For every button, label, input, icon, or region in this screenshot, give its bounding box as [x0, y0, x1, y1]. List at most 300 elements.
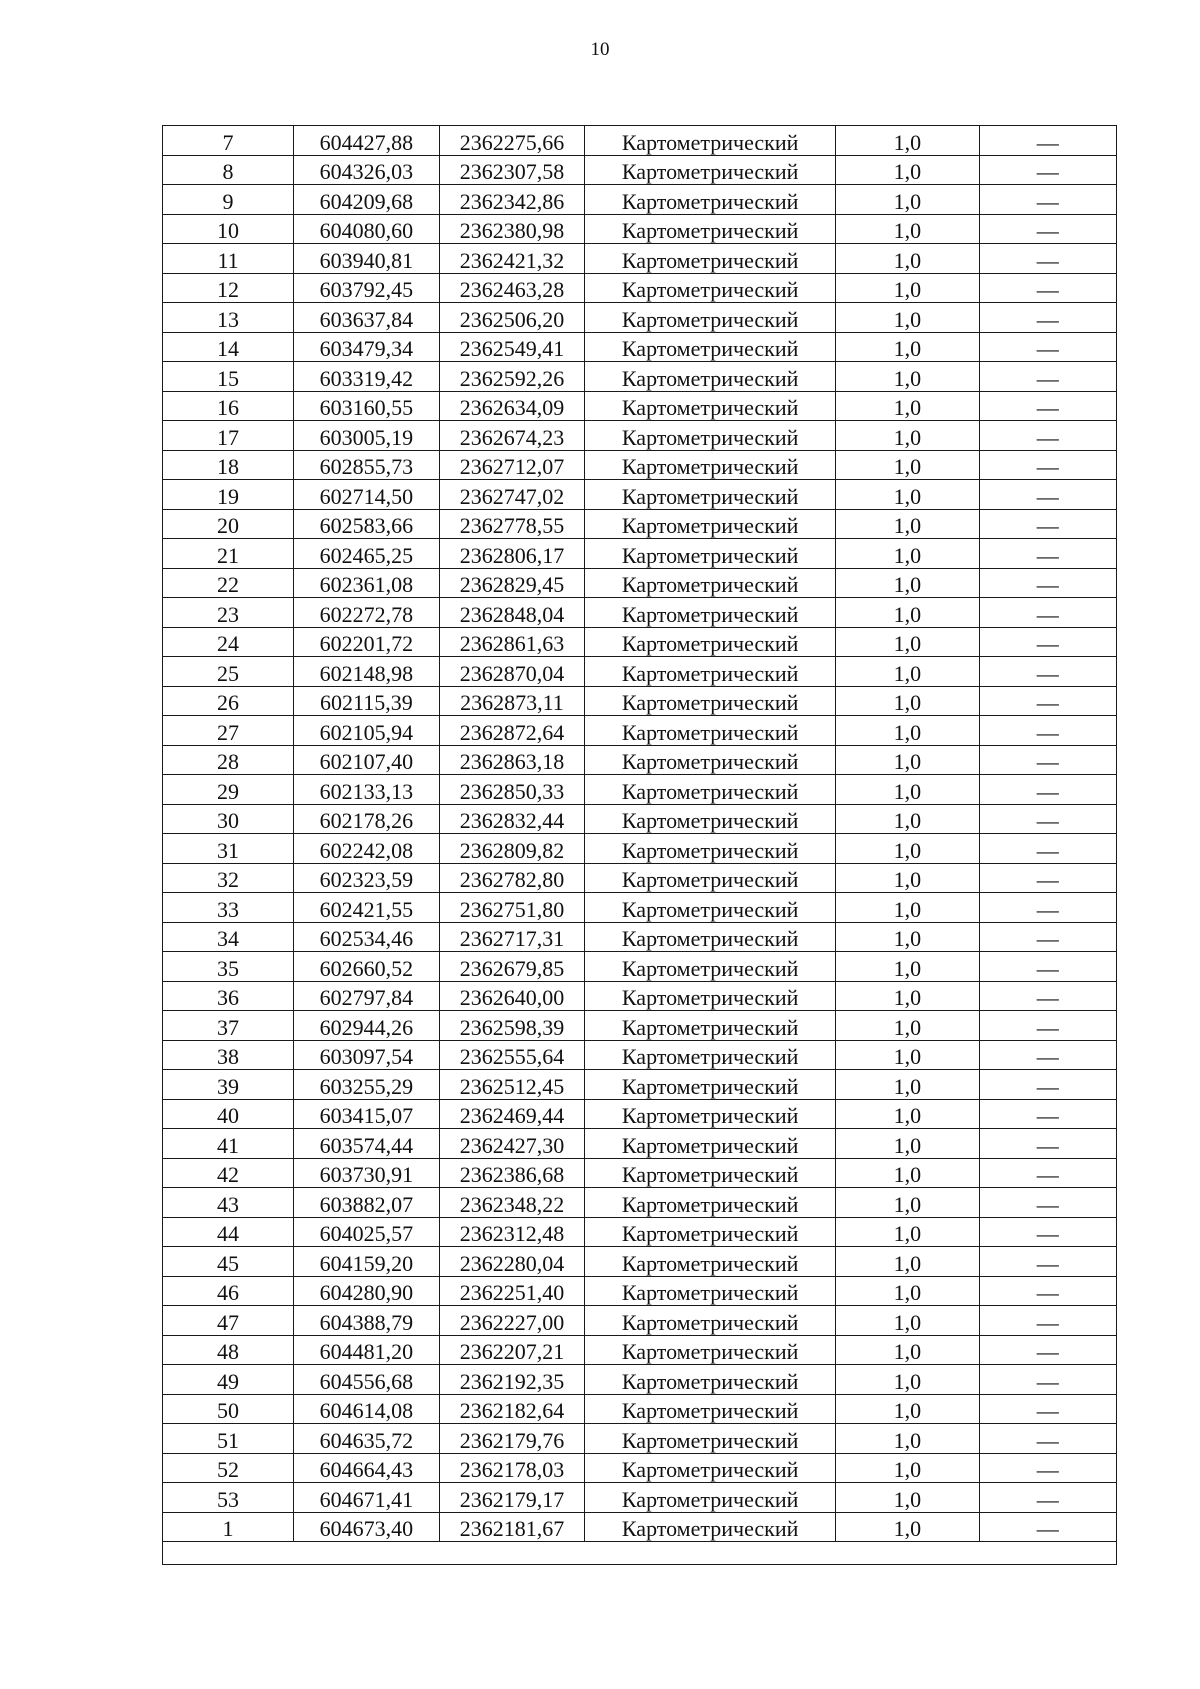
method-cell: Картометрический: [585, 450, 836, 480]
accuracy-cell: 1,0: [836, 804, 980, 834]
note-cell: —: [979, 863, 1116, 893]
method-cell: Картометрический: [585, 804, 836, 834]
point-number-cell: 46: [163, 1276, 294, 1306]
table-row: [163, 155, 1117, 185]
y-coordinate-cell: 2362181,67: [439, 1512, 585, 1542]
y-coordinate-cell: 2362549,41: [439, 332, 585, 362]
method-cell: Картометрический: [585, 686, 836, 716]
table-row: [163, 126, 1117, 156]
point-number-cell: 47: [163, 1306, 294, 1336]
table-row: [163, 480, 1117, 510]
method-cell: Картометрический: [585, 332, 836, 362]
note-cell: —: [979, 1040, 1116, 1070]
point-number-cell: 30: [163, 804, 294, 834]
table-row: [163, 539, 1117, 569]
y-coordinate-cell: 2362861,63: [439, 627, 585, 657]
point-number-cell: 42: [163, 1158, 294, 1188]
note-cell: —: [979, 1483, 1116, 1513]
method-cell: Картометрический: [585, 1512, 836, 1542]
x-coordinate-cell: 603319,42: [294, 362, 440, 392]
y-coordinate-cell: 2362207,21: [439, 1335, 585, 1365]
table-row: [163, 863, 1117, 893]
y-coordinate-cell: 2362592,26: [439, 362, 585, 392]
table-row: [163, 1011, 1117, 1041]
point-number-cell: 43: [163, 1188, 294, 1218]
y-coordinate-cell: 2362674,23: [439, 421, 585, 451]
accuracy-cell: 1,0: [836, 716, 980, 746]
method-cell: Картометрический: [585, 214, 836, 244]
y-coordinate-cell: 2362280,04: [439, 1247, 585, 1277]
x-coordinate-cell: 604556,68: [294, 1365, 440, 1395]
x-coordinate-cell: 602105,94: [294, 716, 440, 746]
y-coordinate-cell: 2362227,00: [439, 1306, 585, 1336]
x-coordinate-cell: 604025,57: [294, 1217, 440, 1247]
table-row: [163, 1099, 1117, 1129]
method-cell: Картометрический: [585, 155, 836, 185]
y-coordinate-cell: 2362747,02: [439, 480, 585, 510]
x-coordinate-cell: 602242,08: [294, 834, 440, 864]
x-coordinate-cell: 602323,59: [294, 863, 440, 893]
y-coordinate-cell: 2362555,64: [439, 1040, 585, 1070]
accuracy-cell: 1,0: [836, 362, 980, 392]
point-number-cell: 34: [163, 922, 294, 952]
x-coordinate-cell: 603415,07: [294, 1099, 440, 1129]
method-cell: Картометрический: [585, 362, 836, 392]
method-cell: Картометрический: [585, 273, 836, 303]
y-coordinate-cell: 2362634,09: [439, 391, 585, 421]
table-row: [163, 1158, 1117, 1188]
accuracy-cell: 1,0: [836, 185, 980, 215]
point-number-cell: 48: [163, 1335, 294, 1365]
point-number-cell: 45: [163, 1247, 294, 1277]
method-cell: Картометрический: [585, 657, 836, 687]
point-number-cell: 11: [163, 244, 294, 274]
point-number-cell: 28: [163, 745, 294, 775]
accuracy-cell: 1,0: [836, 509, 980, 539]
point-number-cell: 31: [163, 834, 294, 864]
y-coordinate-cell: 2362251,40: [439, 1276, 585, 1306]
method-cell: Картометрический: [585, 1453, 836, 1483]
accuracy-cell: 1,0: [836, 893, 980, 923]
note-cell: —: [979, 450, 1116, 480]
accuracy-cell: 1,0: [836, 1483, 980, 1513]
table-row: [163, 1070, 1117, 1100]
table-row: [163, 421, 1117, 451]
table-row: [163, 332, 1117, 362]
y-coordinate-cell: 2362863,18: [439, 745, 585, 775]
y-coordinate-cell: 2362848,04: [439, 598, 585, 628]
point-number-cell: 40: [163, 1099, 294, 1129]
table-row: [163, 362, 1117, 392]
y-coordinate-cell: 2362598,39: [439, 1011, 585, 1041]
method-cell: Картометрический: [585, 126, 836, 156]
y-coordinate-cell: 2362512,45: [439, 1070, 585, 1100]
x-coordinate-cell: 602855,73: [294, 450, 440, 480]
x-coordinate-cell: 602421,55: [294, 893, 440, 923]
point-number-cell: 35: [163, 952, 294, 982]
y-coordinate-cell: 2362427,30: [439, 1129, 585, 1159]
method-cell: Картометрический: [585, 1099, 836, 1129]
accuracy-cell: 1,0: [836, 1365, 980, 1395]
point-number-cell: 7: [163, 126, 294, 156]
accuracy-cell: 1,0: [836, 1453, 980, 1483]
x-coordinate-cell: 603160,55: [294, 391, 440, 421]
table-row: [163, 627, 1117, 657]
accuracy-cell: 1,0: [836, 834, 980, 864]
y-coordinate-cell: 2362348,22: [439, 1188, 585, 1218]
accuracy-cell: 1,0: [836, 244, 980, 274]
x-coordinate-cell: 603097,54: [294, 1040, 440, 1070]
note-cell: —: [979, 775, 1116, 805]
accuracy-cell: 1,0: [836, 214, 980, 244]
point-number-cell: 16: [163, 391, 294, 421]
y-coordinate-cell: 2362386,68: [439, 1158, 585, 1188]
accuracy-cell: 1,0: [836, 1306, 980, 1336]
point-number-cell: 38: [163, 1040, 294, 1070]
x-coordinate-cell: 603792,45: [294, 273, 440, 303]
y-coordinate-cell: 2362712,07: [439, 450, 585, 480]
note-cell: —: [979, 391, 1116, 421]
note-cell: —: [979, 1365, 1116, 1395]
method-cell: Картометрический: [585, 834, 836, 864]
table-row: [163, 1453, 1117, 1483]
point-number-cell: 1: [163, 1512, 294, 1542]
method-cell: Картометрический: [585, 627, 836, 657]
accuracy-cell: 1,0: [836, 1217, 980, 1247]
x-coordinate-cell: 602201,72: [294, 627, 440, 657]
accuracy-cell: 1,0: [836, 1247, 980, 1277]
method-cell: Картометрический: [585, 1335, 836, 1365]
table-row: [163, 509, 1117, 539]
method-cell: Картометрический: [585, 1040, 836, 1070]
x-coordinate-cell: 602465,25: [294, 539, 440, 569]
method-cell: Картометрический: [585, 1424, 836, 1454]
x-coordinate-cell: 604388,79: [294, 1306, 440, 1336]
point-number-cell: 19: [163, 480, 294, 510]
accuracy-cell: 1,0: [836, 273, 980, 303]
table-row: [163, 568, 1117, 598]
note-cell: —: [979, 1424, 1116, 1454]
x-coordinate-cell: 603255,29: [294, 1070, 440, 1100]
point-number-cell: 17: [163, 421, 294, 451]
point-number-cell: 37: [163, 1011, 294, 1041]
note-cell: —: [979, 539, 1116, 569]
point-number-cell: 8: [163, 155, 294, 185]
method-cell: Картометрический: [585, 480, 836, 510]
accuracy-cell: 1,0: [836, 1424, 980, 1454]
y-coordinate-cell: 2362829,45: [439, 568, 585, 598]
note-cell: —: [979, 627, 1116, 657]
table-row: [163, 686, 1117, 716]
method-cell: Картометрический: [585, 1276, 836, 1306]
note-cell: —: [979, 1188, 1116, 1218]
accuracy-cell: 1,0: [836, 1188, 980, 1218]
x-coordinate-cell: 603940,81: [294, 244, 440, 274]
table-row: [163, 1217, 1117, 1247]
note-cell: —: [979, 244, 1116, 274]
note-cell: —: [979, 480, 1116, 510]
y-coordinate-cell: 2362870,04: [439, 657, 585, 687]
accuracy-cell: 1,0: [836, 450, 980, 480]
point-number-cell: 14: [163, 332, 294, 362]
table-row: [163, 273, 1117, 303]
note-cell: —: [979, 509, 1116, 539]
x-coordinate-cell: 603730,91: [294, 1158, 440, 1188]
method-cell: Картометрический: [585, 745, 836, 775]
method-cell: Картометрический: [585, 509, 836, 539]
y-coordinate-cell: 2362873,11: [439, 686, 585, 716]
y-coordinate-cell: 2362179,76: [439, 1424, 585, 1454]
point-number-cell: 29: [163, 775, 294, 805]
y-coordinate-cell: 2362640,00: [439, 981, 585, 1011]
y-coordinate-cell: 2362192,35: [439, 1365, 585, 1395]
note-cell: —: [979, 686, 1116, 716]
note-cell: —: [979, 214, 1116, 244]
point-number-cell: 27: [163, 716, 294, 746]
table-row: [163, 1424, 1117, 1454]
y-coordinate-cell: 2362782,80: [439, 863, 585, 893]
note-cell: —: [979, 362, 1116, 392]
y-coordinate-cell: 2362809,82: [439, 834, 585, 864]
table-row: [163, 1512, 1117, 1542]
x-coordinate-cell: 604614,08: [294, 1394, 440, 1424]
point-number-cell: 52: [163, 1453, 294, 1483]
point-number-cell: 36: [163, 981, 294, 1011]
method-cell: Картометрический: [585, 1306, 836, 1336]
method-cell: Картометрический: [585, 1158, 836, 1188]
x-coordinate-cell: 604481,20: [294, 1335, 440, 1365]
note-cell: —: [979, 657, 1116, 687]
table-row: [163, 303, 1117, 333]
note-cell: —: [979, 155, 1116, 185]
method-cell: Картометрический: [585, 421, 836, 451]
method-cell: Картометрический: [585, 1217, 836, 1247]
table-row: [163, 1188, 1117, 1218]
note-cell: —: [979, 1129, 1116, 1159]
method-cell: Картометрический: [585, 598, 836, 628]
note-cell: —: [979, 598, 1116, 628]
table-row: [163, 922, 1117, 952]
accuracy-cell: 1,0: [836, 981, 980, 1011]
x-coordinate-cell: 602272,78: [294, 598, 440, 628]
point-number-cell: 49: [163, 1365, 294, 1395]
y-coordinate-cell: 2362806,17: [439, 539, 585, 569]
method-cell: Картометрический: [585, 775, 836, 805]
x-coordinate-cell: 602583,66: [294, 509, 440, 539]
y-coordinate-cell: 2362872,64: [439, 716, 585, 746]
point-number-cell: 12: [163, 273, 294, 303]
x-coordinate-cell: 602534,46: [294, 922, 440, 952]
note-cell: —: [979, 745, 1116, 775]
x-coordinate-cell: 602115,39: [294, 686, 440, 716]
x-coordinate-cell: 604427,88: [294, 126, 440, 156]
y-coordinate-cell: 2362421,32: [439, 244, 585, 274]
accuracy-cell: 1,0: [836, 332, 980, 362]
table-row: [163, 1394, 1117, 1424]
note-cell: —: [979, 893, 1116, 923]
coordinates-table-body: [163, 126, 1117, 1565]
note-cell: —: [979, 1247, 1116, 1277]
x-coordinate-cell: 602714,50: [294, 480, 440, 510]
method-cell: Картометрический: [585, 981, 836, 1011]
method-cell: Картометрический: [585, 1188, 836, 1218]
accuracy-cell: 1,0: [836, 1040, 980, 1070]
table-row: [163, 981, 1117, 1011]
accuracy-cell: 1,0: [836, 686, 980, 716]
x-coordinate-cell: 603882,07: [294, 1188, 440, 1218]
note-cell: —: [979, 922, 1116, 952]
method-cell: Картометрический: [585, 185, 836, 215]
method-cell: Картометрический: [585, 1365, 836, 1395]
accuracy-cell: 1,0: [836, 627, 980, 657]
table-row: [163, 804, 1117, 834]
point-number-cell: 22: [163, 568, 294, 598]
point-number-cell: 26: [163, 686, 294, 716]
x-coordinate-cell: 602133,13: [294, 775, 440, 805]
table-row: [163, 1365, 1117, 1395]
x-coordinate-cell: 602797,84: [294, 981, 440, 1011]
point-number-cell: 24: [163, 627, 294, 657]
note-cell: —: [979, 421, 1116, 451]
table-row: [163, 657, 1117, 687]
x-coordinate-cell: 604671,41: [294, 1483, 440, 1513]
accuracy-cell: 1,0: [836, 1512, 980, 1542]
note-cell: —: [979, 332, 1116, 362]
method-cell: Картометрический: [585, 391, 836, 421]
table-row: [163, 1306, 1117, 1336]
y-coordinate-cell: 2362850,33: [439, 775, 585, 805]
accuracy-cell: 1,0: [836, 922, 980, 952]
accuracy-cell: 1,0: [836, 775, 980, 805]
y-coordinate-cell: 2362717,31: [439, 922, 585, 952]
accuracy-cell: 1,0: [836, 1158, 980, 1188]
table-row: [163, 1247, 1117, 1277]
method-cell: Картометрический: [585, 1247, 836, 1277]
point-number-cell: 15: [163, 362, 294, 392]
point-number-cell: 13: [163, 303, 294, 333]
note-cell: —: [979, 981, 1116, 1011]
accuracy-cell: 1,0: [836, 155, 980, 185]
table-row: [163, 1276, 1117, 1306]
table-row: [163, 391, 1117, 421]
table-row: [163, 450, 1117, 480]
note-cell: —: [979, 1158, 1116, 1188]
accuracy-cell: 1,0: [836, 421, 980, 451]
y-coordinate-cell: 2362469,44: [439, 1099, 585, 1129]
note-cell: —: [979, 273, 1116, 303]
table-row: [163, 185, 1117, 215]
y-coordinate-cell: 2362179,17: [439, 1483, 585, 1513]
y-coordinate-cell: 2362463,28: [439, 273, 585, 303]
accuracy-cell: 1,0: [836, 598, 980, 628]
accuracy-cell: 1,0: [836, 863, 980, 893]
note-cell: —: [979, 952, 1116, 982]
method-cell: Картометрический: [585, 568, 836, 598]
y-coordinate-cell: 2362312,48: [439, 1217, 585, 1247]
method-cell: Картометрический: [585, 539, 836, 569]
table-row: [163, 1129, 1117, 1159]
y-coordinate-cell: 2362275,66: [439, 126, 585, 156]
point-number-cell: 44: [163, 1217, 294, 1247]
accuracy-cell: 1,0: [836, 1129, 980, 1159]
accuracy-cell: 1,0: [836, 539, 980, 569]
point-number-cell: 53: [163, 1483, 294, 1513]
method-cell: Картометрический: [585, 303, 836, 333]
point-number-cell: 51: [163, 1424, 294, 1454]
y-coordinate-cell: 2362178,03: [439, 1453, 585, 1483]
method-cell: Картометрический: [585, 1070, 836, 1100]
x-coordinate-cell: 603637,84: [294, 303, 440, 333]
y-coordinate-cell: 2362380,98: [439, 214, 585, 244]
point-number-cell: 41: [163, 1129, 294, 1159]
point-number-cell: 10: [163, 214, 294, 244]
x-coordinate-cell: 602178,26: [294, 804, 440, 834]
x-coordinate-cell: 602107,40: [294, 745, 440, 775]
accuracy-cell: 1,0: [836, 303, 980, 333]
method-cell: Картометрический: [585, 1129, 836, 1159]
page-number: 10: [590, 39, 610, 60]
x-coordinate-cell: 604209,68: [294, 185, 440, 215]
y-coordinate-cell: 2362679,85: [439, 952, 585, 982]
y-coordinate-cell: 2362307,58: [439, 155, 585, 185]
note-cell: —: [979, 1335, 1116, 1365]
note-cell: —: [979, 1453, 1116, 1483]
note-cell: —: [979, 1276, 1116, 1306]
accuracy-cell: 1,0: [836, 391, 980, 421]
y-coordinate-cell: 2362182,64: [439, 1394, 585, 1424]
coordinates-table: [162, 125, 1117, 1565]
table-row: [163, 952, 1117, 982]
y-coordinate-cell: 2362832,44: [439, 804, 585, 834]
accuracy-cell: 1,0: [836, 126, 980, 156]
accuracy-cell: 1,0: [836, 745, 980, 775]
table-row: [163, 1335, 1117, 1365]
table-row: [163, 775, 1117, 805]
table-row: [163, 1483, 1117, 1513]
note-cell: —: [979, 834, 1116, 864]
x-coordinate-cell: 602148,98: [294, 657, 440, 687]
method-cell: Картометрический: [585, 893, 836, 923]
y-coordinate-cell: 2362342,86: [439, 185, 585, 215]
accuracy-cell: 1,0: [836, 1276, 980, 1306]
y-coordinate-cell: 2362751,80: [439, 893, 585, 923]
method-cell: Картометрический: [585, 244, 836, 274]
accuracy-cell: 1,0: [836, 952, 980, 982]
table-row: [163, 244, 1117, 274]
accuracy-cell: 1,0: [836, 1099, 980, 1129]
method-cell: Картометрический: [585, 863, 836, 893]
x-coordinate-cell: 602361,08: [294, 568, 440, 598]
point-number-cell: 33: [163, 893, 294, 923]
note-cell: —: [979, 804, 1116, 834]
x-coordinate-cell: 604159,20: [294, 1247, 440, 1277]
method-cell: Картометрический: [585, 952, 836, 982]
x-coordinate-cell: 603479,34: [294, 332, 440, 362]
x-coordinate-cell: 603005,19: [294, 421, 440, 451]
point-number-cell: 9: [163, 185, 294, 215]
accuracy-cell: 1,0: [836, 657, 980, 687]
point-number-cell: 39: [163, 1070, 294, 1100]
note-cell: —: [979, 716, 1116, 746]
x-coordinate-cell: 604280,90: [294, 1276, 440, 1306]
method-cell: Картометрический: [585, 922, 836, 952]
accuracy-cell: 1,0: [836, 1070, 980, 1100]
table-row: [163, 598, 1117, 628]
note-cell: —: [979, 1394, 1116, 1424]
note-cell: —: [979, 1099, 1116, 1129]
x-coordinate-cell: 602944,26: [294, 1011, 440, 1041]
table-row: [163, 1040, 1117, 1070]
